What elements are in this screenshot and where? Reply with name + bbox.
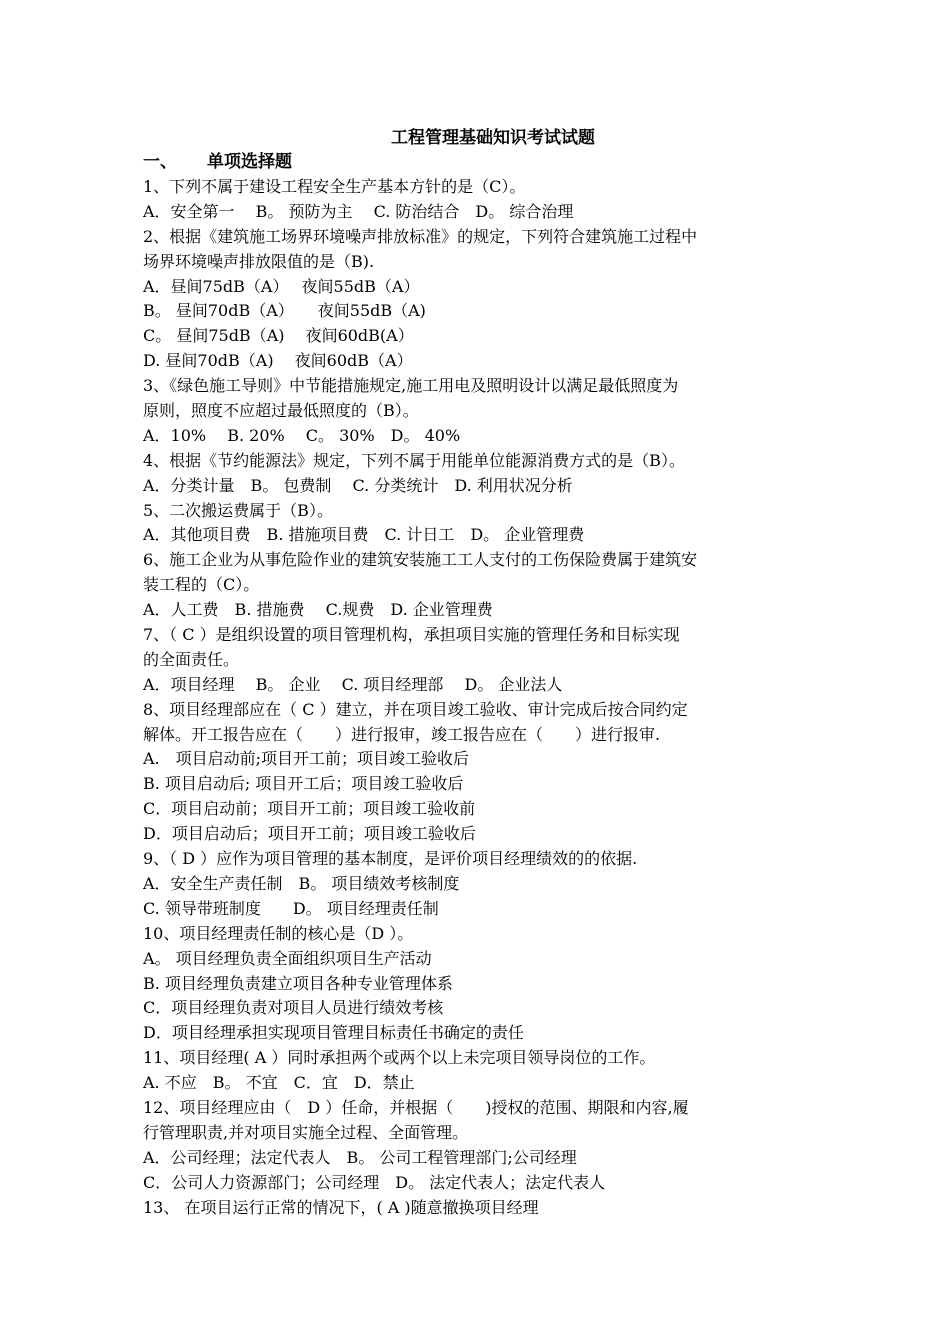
text-line: 8、项目经理部应在（ C ）建立，并在项目竣工验收、审计完成后按合同约定 [143,699,688,719]
text-line: A．项目经理 B。 企业 C. 项目经理部 D。 企业法人 [143,674,563,694]
text-line: 行管理职责,并对项目实施全过程、全面管理。 [143,1122,469,1142]
text-line: A。 项目经理负责全面组织项目生产活动 [143,948,432,968]
section-heading [143,150,823,175]
text-line: A．公司经理；法定代表人 B。 公司工程管理部门;公司经理 [143,1147,577,1167]
text-line: A．10% B. 20% C。 30% D。 40% [143,425,461,445]
question-list [143,175,823,1220]
text-line: C．项目启动前；项目开工前；项目竣工验收前 [143,799,476,819]
text-line: 13、 在项目运行正常的情况下，( A )随意撤换项目经理 [143,1197,539,1217]
text-line: 9、（ D ）应作为项目管理的基本制度，是评价项目经理绩效的的依据. [143,849,638,869]
text-line: B。 昼间70dB（A） 夜间55dB（A) [143,301,426,321]
text-line: A．安全生产责任制 B。 项目绩效考核制度 [143,873,460,893]
text-line: 6、施工企业为从事危险作业的建筑安装施工工人支付的工伤保险费属于建筑安 [143,550,698,570]
text-line: D．项目经理承担实现项目管理目标责任书确定的责任 [143,1023,524,1043]
text-line: 3、《绿色施工导则》中节能措施规定,施工用电及照明设计以满足最低照度为 [143,376,679,396]
text-line: 解体。开工报告应在（ ）进行报审，竣工报告应在（ ）进行报审. [143,724,661,744]
text-line: D. 昼间70dB（A) 夜间60dB（A） [143,351,413,371]
text-line: 装工程的（C）。 [143,575,260,595]
text-line: A．安全第一 B。 预防为主 C. 防治结合 D。 综合治理 [143,201,574,221]
text-line: C. 领导带班制度 D。 项目经理责任制 [143,898,439,918]
text-line: 11、项目经理( A ）同时承担两个或两个以上未完项目领导岗位的工作。 [143,1048,656,1068]
text-line: A．分类计量 B。 包费制 C. 分类统计 D. 利用状况分析 [143,475,573,495]
text-line: 10、项目经理责任制的核心是（D ）。 [143,923,414,943]
text-line: 5、二次搬运费属于（B）。 [143,500,333,520]
text-line: A．其他项目费 B. 措施项目费 C. 计日工 D。 企业管理费 [143,525,585,545]
text-line: B. 项目启动后; 项目开工后；项目竣工验收后 [143,774,464,794]
text-line: A．昼间75dB（A） 夜间55dB（A） [143,276,420,296]
text-line: B. 项目经理负责建立项目各种专业管理体系 [143,973,453,993]
text-line: 原则，照度不应超过最低照度的（B）。 [143,401,419,421]
document-page [143,126,823,1220]
text-line: C．公司人力资源部门；公司经理 D。 法定代表人；法定代表人 [143,1172,606,1192]
document-title: 工程管理基础知识考试试题 [391,128,595,148]
text-line: 的全面责任。 [143,649,240,669]
text-line: 7、（ C ）是组织设置的项目管理机构，承担项目实施的管理任务和目标实现 [143,625,680,645]
text-line: C。 昼间75dB（A) 夜间60dB(A） [143,326,414,346]
text-line: A．人工费 B. 措施费 C.规费 D. 企业管理费 [143,600,493,620]
text-line: 4、根据《节约能源法》规定，下列不属于用能单位能源消费方式的是（B）。 [143,450,685,470]
section-number: 一、 [143,152,177,172]
text-line: 2、根据《建筑施工场界环境噪声排放标准》的规定，下列符合建筑施工过程中 [143,226,698,246]
text-line: 12、项目经理应由（ D ）任命，并根据（ )授权的范围、期限和内容,履 [143,1097,689,1117]
section-label: 单项选择题 [207,152,292,172]
text-line: 1、下列不属于建设工程安全生产基本方针的是（C）。 [143,177,526,196]
text-line: D．项目启动后；项目开工前；项目竣工验收后 [143,824,476,844]
text-line: 场界环境噪声排放限值的是（B). [143,251,375,271]
text-line: A. 不应 B。 不宜 C．宜 D．禁止 [143,1073,415,1093]
text-line: C．项目经理负责对项目人员进行绩效考核 [143,998,444,1018]
text-line: A. 项目启动前;项目开工前；项目竣工验收后 [143,749,470,769]
